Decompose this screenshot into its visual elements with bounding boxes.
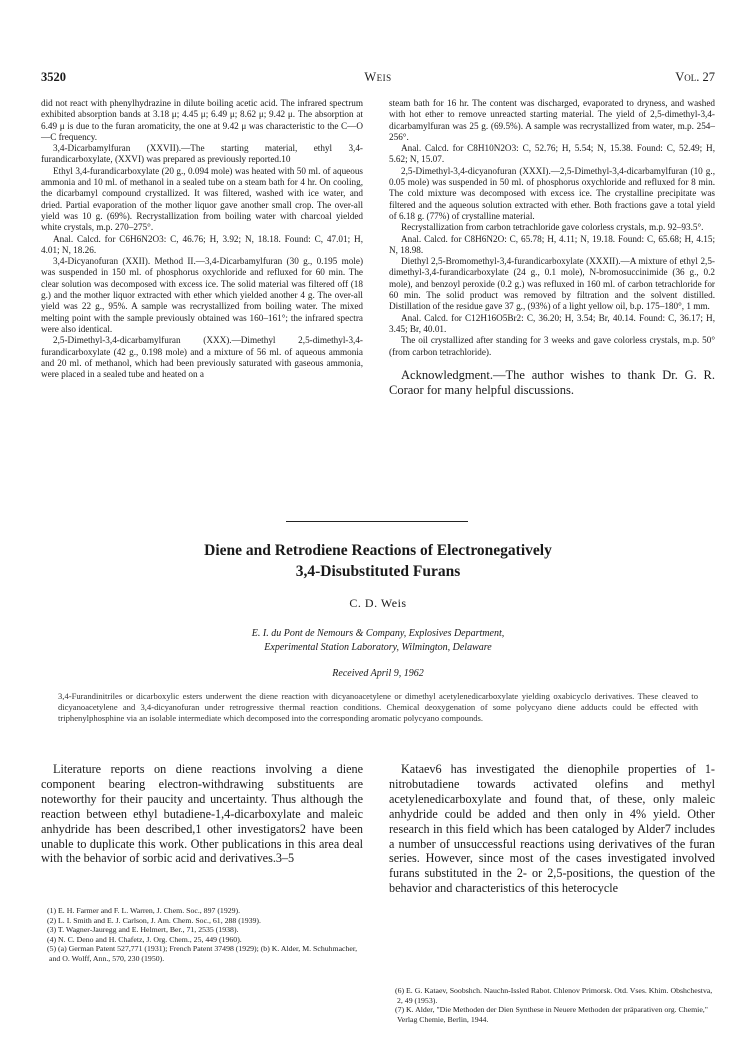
footnote: (5) (a) German Patent 527,771 (1931); French Patent 37498 (1929); (b) K. Alder, M. Schuhmacher, and O. Wolff, Ann., 570, 230 (1950). — [47, 944, 358, 963]
paragraph: Anal. Calcd. for C8H6N2O: C, 65.78; H, 4.11; N, 19.18. Found: C, 65.68; H, 4.15; N, 18.98. — [389, 233, 715, 255]
running-header — [41, 70, 715, 88]
experimental-column-right — [389, 98, 715, 398]
paragraph: 2,5-Dimethyl-3,4-dicyanofuran (XXXI).—2,5-Dimethyl-3,4-dicarbamylfuran (10 g., 0.05 mole) was suspended in 50 ml. of phosphorus oxychloride and refluxed for 8 min. The cold mixture was decomposed with excess ice. The crystalline precipitate was filtered and the aqueous solution extracted with ether. Both fractions gave a total yield of 6.18 g. (77%) of crystalline material. — [389, 165, 715, 221]
acknowledgment: Acknowledgment.—The author wishes to thank Dr. G. R. Coraor for many helpful discussions. — [389, 367, 715, 397]
footnotes-right — [389, 986, 715, 1024]
paragraph: steam bath for 16 hr. The content was discharged, evaporated to dryness, and washed with hot ether to remove unreacted starting material. The yield of 2,5-dimethyl-3,4-dicarbamylfuran was 25 g. (69.5%). A sample was recrystallized from water, m.p. 254–256°. — [389, 98, 715, 142]
paragraph: 3,4-Dicyanofuran (XXII). Method II.—3,4-Dicarbamylfuran (30 g., 0.195 mole) was suspended in 150 ml. of phosphorus oxychloride and refluxed for 60 min. The clear solution was decomposed with excess ice. The solid material was filtered off (18 g.) and the mother liquor extracted with ether which yielded another 4 g. The over-all yield was 22 g., 95%. A sample was recrystallized from boiling water. The mixed melting point with the sample previously obtained was 160–161°; the infrared spectra were also identical. — [41, 256, 363, 334]
paragraph: Anal. Calcd. for C12H16O5Br2: C, 36.20; H, 3.54; Br, 40.14. Found: C, 36.17; H, 3.45; Br, 40.01. — [389, 312, 715, 334]
volume-label: Vol. 27 — [675, 70, 715, 84]
footnote: (3) T. Wagner-Jauregg and E. Helmert, Ber., 71, 2535 (1938). — [47, 925, 239, 934]
article-title-line2: 3,4-Disubstituted Furans — [295, 563, 461, 580]
author-name: C. D. Weis — [349, 596, 407, 610]
paragraph: Diethyl 2,5-Bromomethyl-3,4-furandicarboxylate (XXXII).—A mixture of ethyl 2,5-dimethyl-3,4-furandicarboxylate (24 g., 0.1 mole), N-bromosuccinimide (36 g., 0.2 mole), and benzoyl peroxide (0.2 g.) was refluxed in 160 ml. of carbon tetrachloride for 60 min. The solid product was removed by filtration and the solvent distilled. Distillation of the residue gave 37 g., (93%) of a light yellow oil, b.p. 175–180°, 1 mm. — [389, 256, 715, 312]
experimental-column-left — [41, 98, 363, 380]
paragraph: Anal. Calcd. for C8H10N2O3: C, 52.76; H, 5.54; N, 15.38. Found: C, 52.49; H, 5.62; N, 15.07. — [389, 143, 715, 165]
footnote: (2) L. I. Smith and E. J. Carlson, J. Am. Chem. Soc., 61, 288 (1939). — [47, 915, 261, 925]
abstract: 3,4-Furandinitriles or dicarboxylic esters underwent the diene reaction with dicyanoacetylene or dimethyl acetylenedicarboxylate yielding oxabicyclo derivatives. These cleaved to dicyanoacetylene and 3,4-dicyanofuran under retrogressive thermal reaction conditions. Chemical deoxygenation of some polycyano diene adducts could be effected with triphenylphosphine via an isolable intermediate which decomposed into the corresponding aromatic polycyano compounds. — [58, 691, 698, 723]
paragraph: Recrystallization from carbon tetrachloride gave colorless crystals, m.p. 92–93.5°. — [401, 222, 704, 233]
running-title: Weis — [364, 70, 392, 84]
paragraph: did not react with phenylhydrazine in dilute boiling acetic acid. The infrared spectrum exhibited absorption bands at 3.18 μ; 4.45 μ; 6.49 μ; 8.62 μ; 9.42 μ. The absorption at 6.49 μ is due to the furan aromaticity, the one at 9.42 μ was characteristic to the C—O—C frequency. — [41, 98, 363, 142]
received-date: Received April 9, 1962 — [332, 668, 424, 679]
affiliation-line2: Experimental Station Laboratory, Wilmington, Delaware — [264, 642, 492, 653]
footnote: (6) E. G. Kataev, Soobshch. Nauchn-Issled Rabot. Chlenov Primorsk. Otd. Vses. Khim. Obshchestva, 2, 49 (1953). — [395, 986, 713, 1005]
paragraph: Ethyl 3,4-furandicarboxylate (20 g., 0.094 mole) was heated with 50 ml. of aqueous ammonia and 10 ml. of methanol in a sealed tube on a steam bath for 4 hr. On cooling, the dicarbamyl compound crystallized. It was filtered, washed with ice water, and dried. Partial evaporation of the mother liquor gave another small crop. The over-all yield was 10 g. (69%). Recrystallization from boiling water with charcoal yielded white crystals, m.p. 270–275°. — [41, 165, 363, 233]
paragraph: 3,4-Dicarbamylfuran (XXVII).—The starting material, ethyl 3,4-furandicarboxylate, (XXVI) was prepared as previously reported.10 — [41, 143, 363, 165]
footnote: (1) E. H. Farmer and F. L. Warren, J. Chem. Soc., 897 (1929). — [47, 906, 241, 915]
section-divider — [286, 521, 468, 522]
affiliation-line1: E. I. du Pont de Nemours & Company, Explosives Department, — [251, 628, 505, 639]
body-text-right: Kataev6 has investigated the dienophile properties of 1-nitrobutadiene towards activated olefins and methyl acetylenedicarboxylate and found that, of these, only maleic anhydride could be added and then only in 4% yield. Other research in this field which has been cataloged by Alder7 includes a number of unsuccessful reactions using derivatives of the furan series. However, since most of the cases investigated involved furans substituted in the 2- or 2,5-positions, the question of the behavior and characteristics of this heterocycle — [389, 762, 715, 896]
body-text-left: Literature reports on diene reactions involving a diene component bearing electron-withdrawing substituents are noteworthy for their paucity and uncertainty. Thus although the reaction between ethyl butadiene-1,4-dicarboxylate and maleic anhydride has been described,1 other investigators2 have been unable to duplicate this work. Other publications in this area deal with the behavior of sorbic acid and derivatives.3–5 — [41, 762, 363, 866]
footnote: (4) N. C. Deno and H. Chafetz, J. Org. Chem., 25, 449 (1960). — [47, 934, 242, 944]
footnote: (7) K. Alder, "Die Methoden der Dien Synthese in Neuere Methoden der präparativen org. Chemie," Verlag Chemie, Berlin, 1944. — [395, 1005, 708, 1024]
paragraph: 2,5-Dimethyl-3,4-dicarbamylfuran (XXX).—Dimethyl 2,5-dimethyl-3,4-furandicarboxylate (42 g., 0.198 mole) and a mixture of 56 ml. of aqueous ammonia and 20 ml. of methanol, which had been previously saturated with gaseous ammonia, were placed in a sealed tube and heated on a — [41, 335, 363, 380]
paragraph: Anal. Calcd. for C6H6N2O3: C, 46.76; H, 3.92; N, 18.18. Found: C, 47.01; H, 4.01; N, 18.26. — [41, 233, 363, 255]
footnotes-left — [41, 906, 363, 963]
article-title-line1: Diene and Retrodiene Reactions of Electronegatively — [204, 542, 552, 559]
paragraph: The oil crystallized after standing for 3 weeks and gave colorless crystals, m.p. 50° (from carbon tetrachloride). — [389, 335, 715, 357]
page-number: 3520 — [41, 70, 66, 84]
